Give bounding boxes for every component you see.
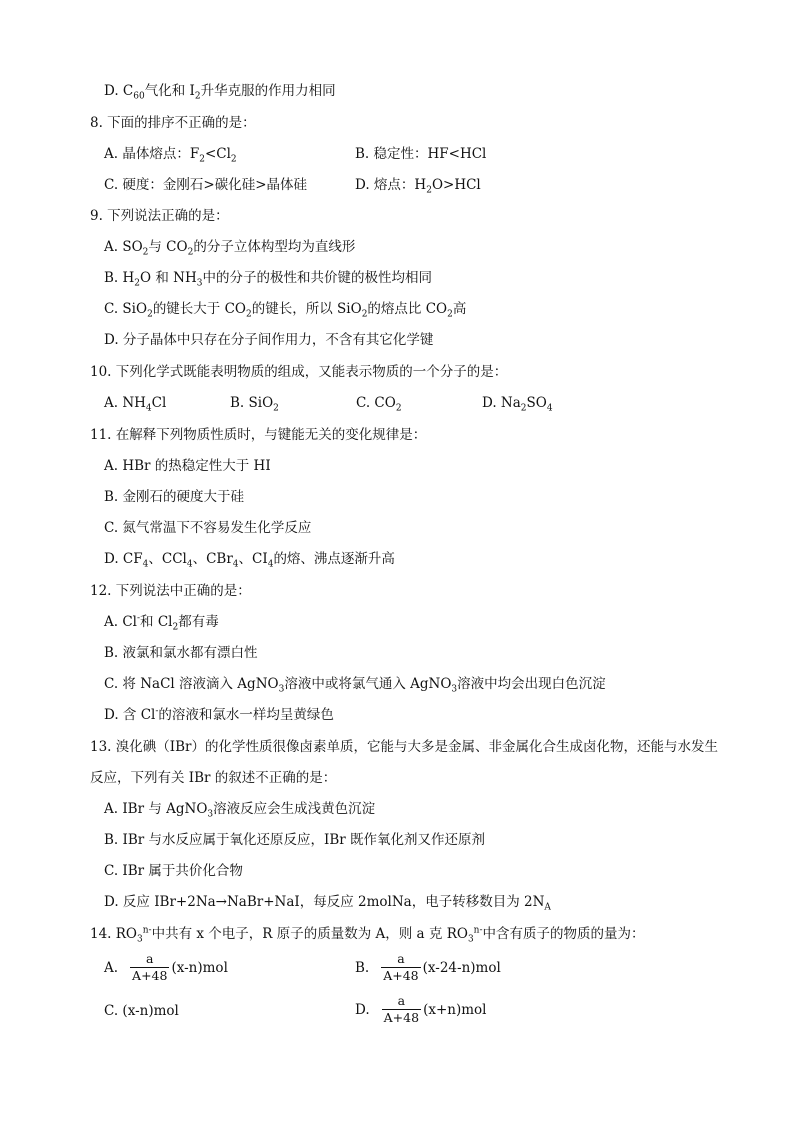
q7-option-d: D. $C_{60}$气化和 $I_2$升华克服的作用力相同 — [104, 83, 336, 102]
q11-option-b: B. 金刚石的硬度大于硅 — [104, 489, 245, 505]
fraction — [382, 993, 421, 1026]
q8-option-b: B. 稳定性：HF<HCl — [355, 146, 487, 162]
q11-option-c: C. 氮气常温下不容易发生化学反应 — [104, 520, 312, 536]
option-label: B. — [355, 959, 370, 976]
q13-option-d: D. 反应 IBr+2Na→NaBr+NaI，每反应 2molNa，电子转移数目为 $2N_A$ — [104, 894, 551, 913]
q11-option-d: D. $CF_4$、CCl$_4$、CBr$_4$、$CI_4$的熔、沸点逐渐升高 — [104, 551, 395, 570]
q8-option-d: D. 熔点：$H_2O>HCl$ — [355, 177, 481, 196]
fraction — [381, 951, 420, 984]
option-label: D. — [355, 1001, 370, 1018]
q8-stem: 8. 下面的排序不正确的是： — [90, 115, 256, 131]
fraction-numerator: a — [397, 993, 406, 1008]
q9-option-a: A. $SO_2$与 $CO_2$的分子立体构型均为直线形 — [104, 239, 356, 258]
q14-option-a — [104, 951, 228, 984]
q11-stem: 11. 在解释下列物质性质时，与键能无关的变化规律是： — [90, 427, 427, 443]
q14-option-c: C. (x-n)mol — [104, 1003, 179, 1019]
q13-option-a: A. IBr 与 AgNO$_3$溶液反应会生成浅黄色沉淀 — [104, 801, 376, 820]
q12-option-c: C. 将 NaCl 溶液滴入 AgNO$_3$溶液中或将氯气通入 AgNO$_3$溶液中均会出现白色沉淀 — [104, 676, 606, 695]
q11-option-a: A. HBr 的热稳定性大于 HI — [104, 458, 271, 474]
fraction-numerator: a — [397, 951, 405, 966]
q14-option-d — [355, 993, 486, 1026]
fraction — [130, 951, 169, 984]
fraction-denominator: A+48 — [383, 1010, 420, 1025]
q12-option-b: B. 液氯和氯水都有漂白性 — [104, 645, 258, 661]
option-label: A. — [104, 959, 119, 976]
q9-option-b: B. $H_2O$ 和 $NH_3$中的分子的极性和共价键的极性均相同 — [104, 270, 432, 289]
q9-option-c: C. SiO$_2$的键长大于 $CO_2$的键长，所以 SiO$_2$的熔点比 $CO_2$高 — [104, 301, 467, 320]
q13-option-b: B. IBr 与水反应属于氧化还原反应，IBr 既作氧化剂又作还原剂 — [104, 832, 485, 848]
fraction-denominator: A+48 — [132, 968, 168, 983]
option-text: (x+n)mol — [423, 1001, 487, 1018]
q12-stem: 12. 下列说法中正确的是： — [90, 583, 251, 599]
q9-option-d: D. 分子晶体中只存在分子间作用力，不含有其它化学键 — [104, 332, 434, 348]
fraction-denominator: A+48 — [383, 968, 419, 983]
fraction-numerator: a — [146, 951, 154, 966]
q13-option-c: C. IBr 属于共价化合物 — [104, 863, 243, 879]
q8-option-a: A. 晶体熔点：$F_2<Cl_2$ — [104, 146, 237, 165]
q8-option-c: C. 硬度：金刚石>碳化硅>晶体硅 — [104, 177, 308, 193]
q12-option-a: A. Cl-和 $Cl_2$都有毒 — [104, 613, 219, 633]
q10-option-a: A. $NH_4Cl$ — [104, 395, 167, 414]
q10-option-c: C. $CO_2$ — [356, 395, 402, 414]
q14-option-b — [355, 951, 501, 984]
q13-stem-line1: 13. 溴化碘（IBr）的化学性质很像卤素单质，它能与大多是金属、非金属化合生成卤化物，还能与水发生 — [90, 739, 718, 755]
q12-option-d: D. 含 Cl-的溶液和氯水一样均呈黄绿色 — [104, 706, 334, 723]
q10-stem: 10. 下列化学式既能表明物质的组成，又能表示物质的一个分子的是： — [90, 364, 508, 380]
q10-option-b: B. SiO$_2$ — [230, 395, 279, 414]
q9-stem: 9. 下列说法正确的是： — [90, 208, 229, 224]
option-text: (x-n)mol — [171, 959, 228, 976]
q14-stem: 14. $RO_3^{n-}$中共有 x 个电子，R 原子的质量数为 A，则 a 克 $RO_3^{n-}$中含有质子的物质的量为： — [90, 925, 645, 945]
option-text: (x-24-n)mol — [422, 959, 501, 976]
q13-stem-line2: 反应，下列有关 IBr 的叙述不正确的是： — [90, 770, 337, 786]
q10-option-d: D. $Na_2SO_4$ — [482, 395, 553, 414]
